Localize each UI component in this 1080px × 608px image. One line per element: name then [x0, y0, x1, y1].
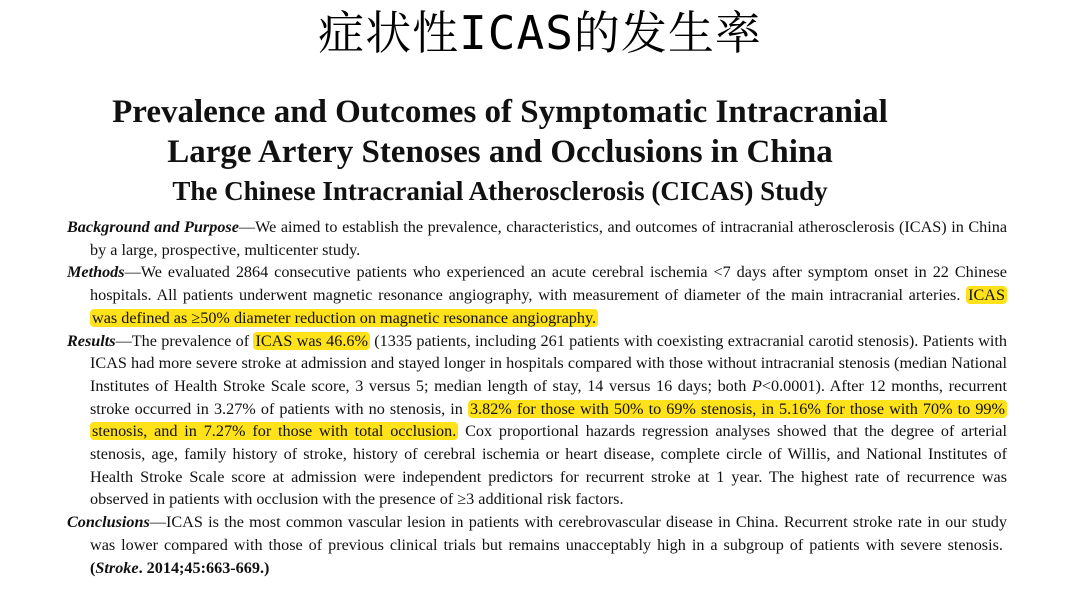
paper-title: [0, 92, 1000, 172]
abstract-methods: [67, 261, 1007, 329]
results-highlight-prevalence: ICAS was 46.6%: [255, 331, 368, 350]
methods-text: —We evaluated 2864 consecutive patients who experienced an acute cerebral ischemia <7 days after symptom onset in 22 Chinese hospitals. All patients underwent magnetic resonance angiography, with measurement of diameter of the main intracranial arteries.: [90, 263, 1007, 305]
abstract-results: [67, 330, 1007, 512]
citation: [90, 559, 269, 577]
citation-journal: Stroke: [95, 558, 139, 577]
results-text-c: <0.0001). After 12 months, recurrent stroke occurred in 3.27% of patients with no stenosis, in: [90, 376, 1007, 418]
citation-open: (: [90, 558, 96, 577]
results-text-a: —The prevalence of: [115, 331, 254, 350]
paper-subtitle: The Chinese Intracranial Atherosclerosis (CICAS) Study: [172, 176, 828, 206]
background-text: —We aimed to establish the prevalence, characteristics, and outcomes of intracranial atherosclerosis (ICAS) in China by a large, prospective, multicenter study.: [90, 218, 1008, 259]
abstract: [67, 216, 1007, 579]
results-highlight-recurrence: 3.82% for those with 50% to 69% stenosis, in 5.16% for those with 70% to 99% stenosis, and in 7.27% for those with total occlusion.: [92, 399, 1005, 441]
paper-title-line-2: Large Artery Stenoses and Occlusions in China: [167, 134, 833, 170]
paper-title-line-1: Prevalence and Outcomes of Symptomatic Intracranial: [112, 94, 888, 130]
methods-heading: Methods: [67, 263, 125, 282]
abstract-background: [67, 216, 1007, 261]
results-text-d: Cox proportional hazards regression analyses showed that the degree of arterial stenosis, age, family history of stroke, history of cerebral ischemia or heart disease, complete circle of Willis, and National Institutes of Health Stroke Scale score at admission were independent predictors for recurrent stroke at 1 year. The highest rate of recurrence was observed in patients with occlusion with the presence of ≥3 additional risk factors.: [90, 422, 1007, 509]
conclusions-heading: Conclusions: [67, 513, 150, 532]
background-heading: Background and Purpose: [67, 218, 239, 236]
slide-title: 症状性ICAS的发生率: [318, 6, 762, 60]
p-value-symbol: P: [751, 376, 762, 395]
abstract-conclusions: [67, 511, 1007, 579]
citation-rest: . 2014;45:663-669.): [138, 558, 270, 577]
results-text-b: (1335 patients, including 261 patients with coexisting extracranial carotid stenosis). Patients with ICAS had more severe stroke at admission and stayed longer in hospitals compared with those without intracranial stenosis (median National Institutes of Health Stroke Scale score, 3 versus 5; median length of stay, 14 versus 16 days; both: [90, 331, 1008, 395]
results-heading: Results: [67, 331, 116, 350]
conclusions-text: —ICAS is the most common vascular lesion in patients with cerebrovascular disease in China. Recurrent stroke rate in our study was lower compared with those of previous clinical trials but remains unacceptably high in a subgroup of patients with severe stenosis.: [90, 513, 1007, 554]
methods-highlight: ICAS was defined as ≥50% diameter reduction on magnetic resonance angiography.: [92, 286, 1005, 327]
